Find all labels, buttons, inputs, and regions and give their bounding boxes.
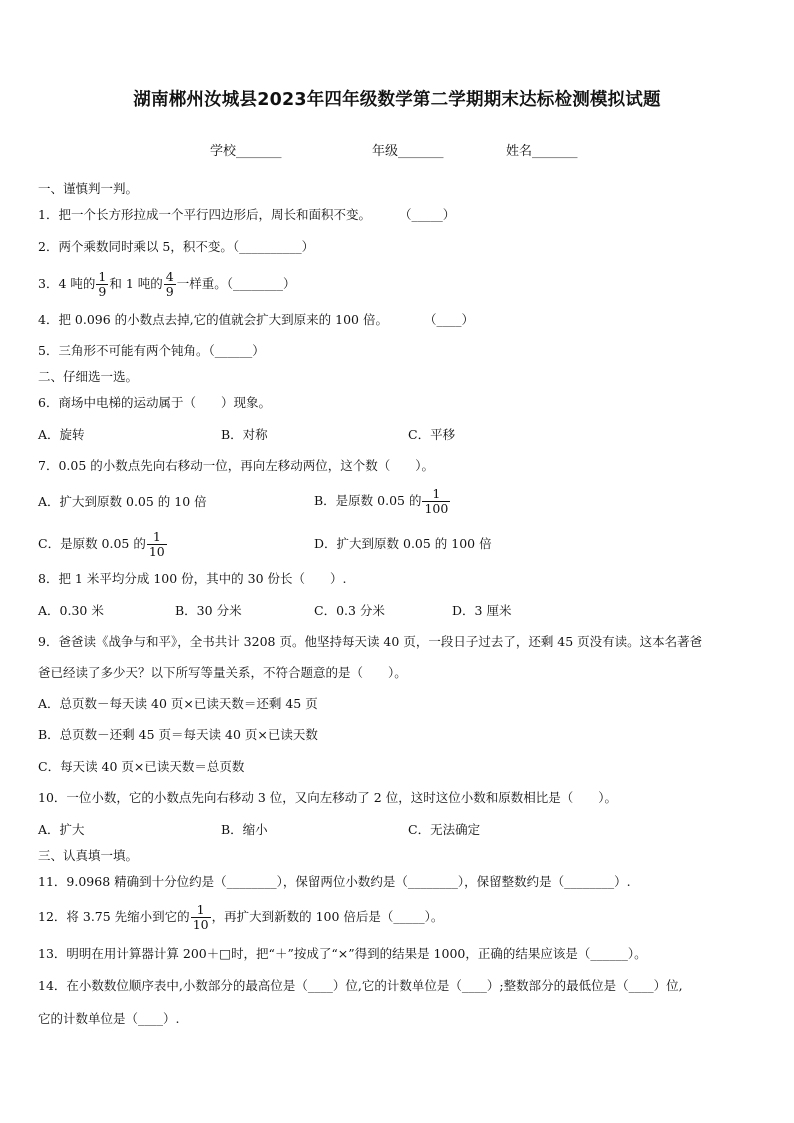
page-title: 湖南郴州汝城县2023年四年级数学第二学期期末达标检测模拟试题 [133, 90, 661, 110]
question-2: 2．两个乘数同时乘以 5，积不变。（__________） [38, 239, 315, 254]
fraction-numerator: 1 [98, 269, 107, 284]
fraction-1-100 [422, 488, 450, 515]
grade-label: 年级 [372, 144, 399, 159]
fraction-denominator: 10 [192, 916, 209, 932]
question-10: 10．一位小数，它的小数点先向右移动 3 位，又向左移动了 2 位，这时这位小数和原数相比是（ ）。 [38, 790, 617, 805]
fraction-numerator: 1 [196, 902, 205, 917]
question-3 [38, 266, 295, 302]
question-10-option-b: B．缩小 [221, 822, 268, 837]
section-heading-2: 二、仔细选一选。 [38, 369, 139, 384]
question-7-option-b-text: B．是原数 0.05 的 [314, 493, 422, 508]
fraction-1-9 [96, 271, 108, 298]
question-7-option-b [314, 483, 451, 519]
fraction-denominator: 9 [165, 283, 174, 299]
question-14-line-1: 14．在小数数位顺序表中,小数部分的最高位是（____）位,它的计数单位是（____）;整数部分的最低位是（____）位, [38, 978, 683, 993]
name-field [506, 140, 578, 159]
fraction-denominator: 9 [98, 283, 107, 299]
question-4 [38, 311, 474, 329]
question-8-option-b: B．30 分米 [175, 603, 242, 618]
question-12 [38, 899, 443, 935]
fraction-numerator: 1 [432, 486, 441, 501]
question-7-option-a: A．扩大到原数 0.05 的 10 倍 [38, 494, 207, 509]
question-8-option-a: A．0.30 米 [38, 603, 104, 618]
question-9-line-1: 9．爸爸读《战争与和平》，全书共计 3208 页。他坚持每天读 40 页，一段日子过去了，还剩 45 页没有读。这本名著爸 [38, 634, 703, 649]
question-7-option-c-text: C．是原数 0.05 的 [38, 536, 146, 551]
question-4-text: 4．把 0.096 的小数点去掉,它的值就会扩大到原来的 100 倍。 [38, 312, 388, 327]
question-6-option-c: C．平移 [408, 427, 456, 442]
question-13: 13．明明在用计算器计算 200＋□时，把“＋”按成了“×”得到的结果是 1000，正确的结果应该是（______）。 [38, 946, 647, 961]
question-10-option-a: A．扩大 [38, 822, 85, 837]
question-3-text-a: 3．4 吨的 [38, 276, 96, 291]
question-7-option-d: D．扩大到原数 0.05 的 100 倍 [314, 536, 492, 551]
question-7: 7．0.05 的小数点先向右移动一位，再向左移动两位，这个数（ ）。 [38, 458, 435, 473]
fraction-1-10 [147, 531, 167, 558]
question-9-option-a: A．总页数－每天读 40 页×已读天数＝还剩 45 页 [38, 696, 318, 711]
question-1 [38, 206, 455, 224]
school-field [210, 140, 282, 159]
school-blank: _______ [236, 144, 282, 159]
section-heading-1: 一、谨慎判一判。 [38, 181, 139, 196]
grade-field [372, 140, 444, 159]
question-9-line-2: 爸已经读了多少天？以下所写等量关系，不符合题意的是（ ）。 [38, 665, 407, 680]
question-6: 6．商场中电梯的运动属于（ ）现象。 [38, 395, 271, 410]
question-8-option-c: C．0.3 分米 [314, 603, 385, 618]
question-4-answer: （____） [423, 312, 474, 327]
question-1-answer: （_____） [398, 207, 456, 222]
fraction-4-9 [164, 271, 176, 298]
fraction-1-10 [191, 904, 211, 931]
question-11: 11．9.0968 精确到十分位约是（________），保留两位小数约是（________），保留整数约是（________）. [38, 874, 631, 889]
name-label: 姓名 [506, 144, 533, 159]
fraction-denominator: 100 [424, 500, 449, 516]
section-heading-3: 三、认真填一填。 [38, 848, 139, 863]
question-6-option-b: B．对称 [221, 427, 268, 442]
question-9-option-b: B．总页数－还剩 45 页＝每天读 40 页×已读天数 [38, 727, 318, 742]
question-6-option-a: A．旋转 [38, 427, 85, 442]
name-blank: _______ [532, 144, 578, 159]
question-9-option-c: C．每天读 40 页×已读天数＝总页数 [38, 759, 245, 774]
fraction-numerator: 1 [152, 529, 161, 544]
grade-blank: _______ [398, 144, 444, 159]
question-7-option-c [38, 526, 168, 562]
fraction-denominator: 10 [148, 543, 165, 559]
question-8-option-d: D．3 厘米 [452, 603, 512, 618]
question-3-text-b: 和 1 吨的 [109, 276, 163, 291]
question-3-text-c: 一样重。（________） [176, 276, 296, 291]
question-10-option-c: C．无法确定 [408, 822, 481, 837]
question-8: 8．把 1 米平均分成 100 份，其中的 30 份长（ ）. [38, 571, 347, 586]
fraction-numerator: 4 [165, 269, 174, 284]
question-12-text-b: ，再扩大到新数的 100 倍后是（_____）。 [211, 909, 444, 924]
school-label: 学校 [210, 144, 237, 159]
question-14-line-2: 它的计数单位是（____）. [38, 1011, 180, 1026]
question-5: 5．三角形不可能有两个钝角。（______） [38, 343, 265, 358]
question-1-text: 1．把一个长方形拉成一个平行四边形后，周长和面积不变。 [38, 207, 371, 222]
question-12-text-a: 12．将 3.75 先缩小到它的 [38, 909, 190, 924]
